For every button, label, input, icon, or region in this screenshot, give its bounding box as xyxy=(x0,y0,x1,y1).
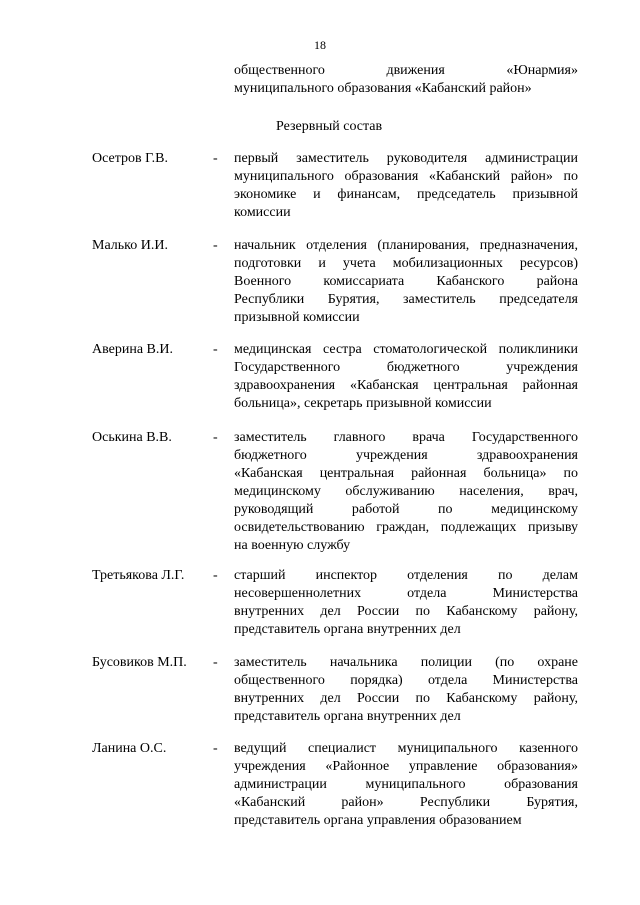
dash-separator: - xyxy=(213,741,218,756)
continuation-line: муниципального образования «Кабанский район» xyxy=(234,81,532,96)
description-line: на военную службу xyxy=(234,538,351,553)
description-line: бюджетного учреждения здравоохранения xyxy=(234,448,578,463)
description-line: внутренних дел России по Кабанскому району, xyxy=(234,604,578,619)
member-name: Бусовиков М.П. xyxy=(92,655,187,670)
description-line: «Кабанская центральная районная больница» по xyxy=(234,466,578,481)
dash-separator: - xyxy=(213,342,218,357)
description-line: освидетельствованию граждан, подлежащих призыву xyxy=(234,520,578,535)
description-line: экономике и финансам, председатель призывной xyxy=(234,187,578,202)
member-name: Малько И.И. xyxy=(92,238,168,253)
continuation-text xyxy=(234,62,578,98)
description-line: медицинскому обслуживанию населения, врач, xyxy=(234,484,578,499)
description-line: несовершеннолетних отдела Министерства xyxy=(234,586,578,601)
member-description xyxy=(234,429,578,555)
description-line: заместитель главного врача Государственного xyxy=(234,430,578,445)
member-name: Третьякова Л.Г. xyxy=(92,568,185,583)
member-name: Ланина О.С. xyxy=(92,741,167,756)
member-description xyxy=(234,341,578,413)
description-line: представитель органа внутренних дел xyxy=(234,622,461,637)
description-line: руководящий работой по медицинскому xyxy=(234,502,578,517)
description-line: ведущий специалист муниципального казенного xyxy=(234,741,578,756)
page-number: 18 xyxy=(314,38,326,52)
section-title: Резервный состав xyxy=(276,119,383,134)
description-line: Государственного бюджетного учреждения xyxy=(234,360,578,375)
member-description xyxy=(234,567,578,639)
description-line: старший инспектор отделения по делам xyxy=(234,568,578,583)
description-line: здравоохранения «Кабанская центральная районная xyxy=(234,378,578,393)
dash-separator: - xyxy=(213,151,218,166)
description-line: больница», секретарь призывной комиссии xyxy=(234,396,492,411)
member-description xyxy=(234,740,578,830)
description-line: медицинская сестра стоматологической поликлиники xyxy=(234,342,578,357)
description-line: заместитель начальника полиции (по охране xyxy=(234,655,578,670)
description-line: представитель органа внутренних дел xyxy=(234,709,461,724)
description-line: Республики Бурятия, заместитель председателя xyxy=(234,292,578,307)
member-description xyxy=(234,237,578,327)
member-name: Оськина В.В. xyxy=(92,430,172,445)
description-line: «Кабанский район» Республики Бурятия, xyxy=(234,795,578,810)
dash-separator: - xyxy=(213,430,218,445)
description-line: общественного порядка) отдела Министерства xyxy=(234,673,578,688)
dash-separator: - xyxy=(213,568,218,583)
dash-separator: - xyxy=(213,238,218,253)
member-description xyxy=(234,150,578,222)
description-line: представитель органа управления образованием xyxy=(234,813,522,828)
description-line: муниципального образования «Кабанский район» по xyxy=(234,169,578,184)
description-line: подготовки и учета мобилизационных ресурсов) xyxy=(234,256,578,271)
description-line: призывной комиссии xyxy=(234,310,360,325)
member-description xyxy=(234,654,578,726)
description-line: первый заместитель руководителя администрации xyxy=(234,151,578,166)
member-name: Аверина В.И. xyxy=(92,342,173,357)
description-line: учреждения «Районное управление образования» xyxy=(234,759,578,774)
description-line: внутренних дел России по Кабанскому району, xyxy=(234,691,578,706)
description-line: начальник отделения (планирования, предназначения, xyxy=(234,238,578,253)
dash-separator: - xyxy=(213,655,218,670)
description-line: Военного комиссариата Кабанского района xyxy=(234,274,578,289)
description-line: администрации муниципального образования xyxy=(234,777,578,792)
description-line: комиссии xyxy=(234,205,291,220)
member-name: Осетров Г.В. xyxy=(92,151,168,166)
continuation-line: общественного движения «Юнармия» xyxy=(234,63,578,78)
